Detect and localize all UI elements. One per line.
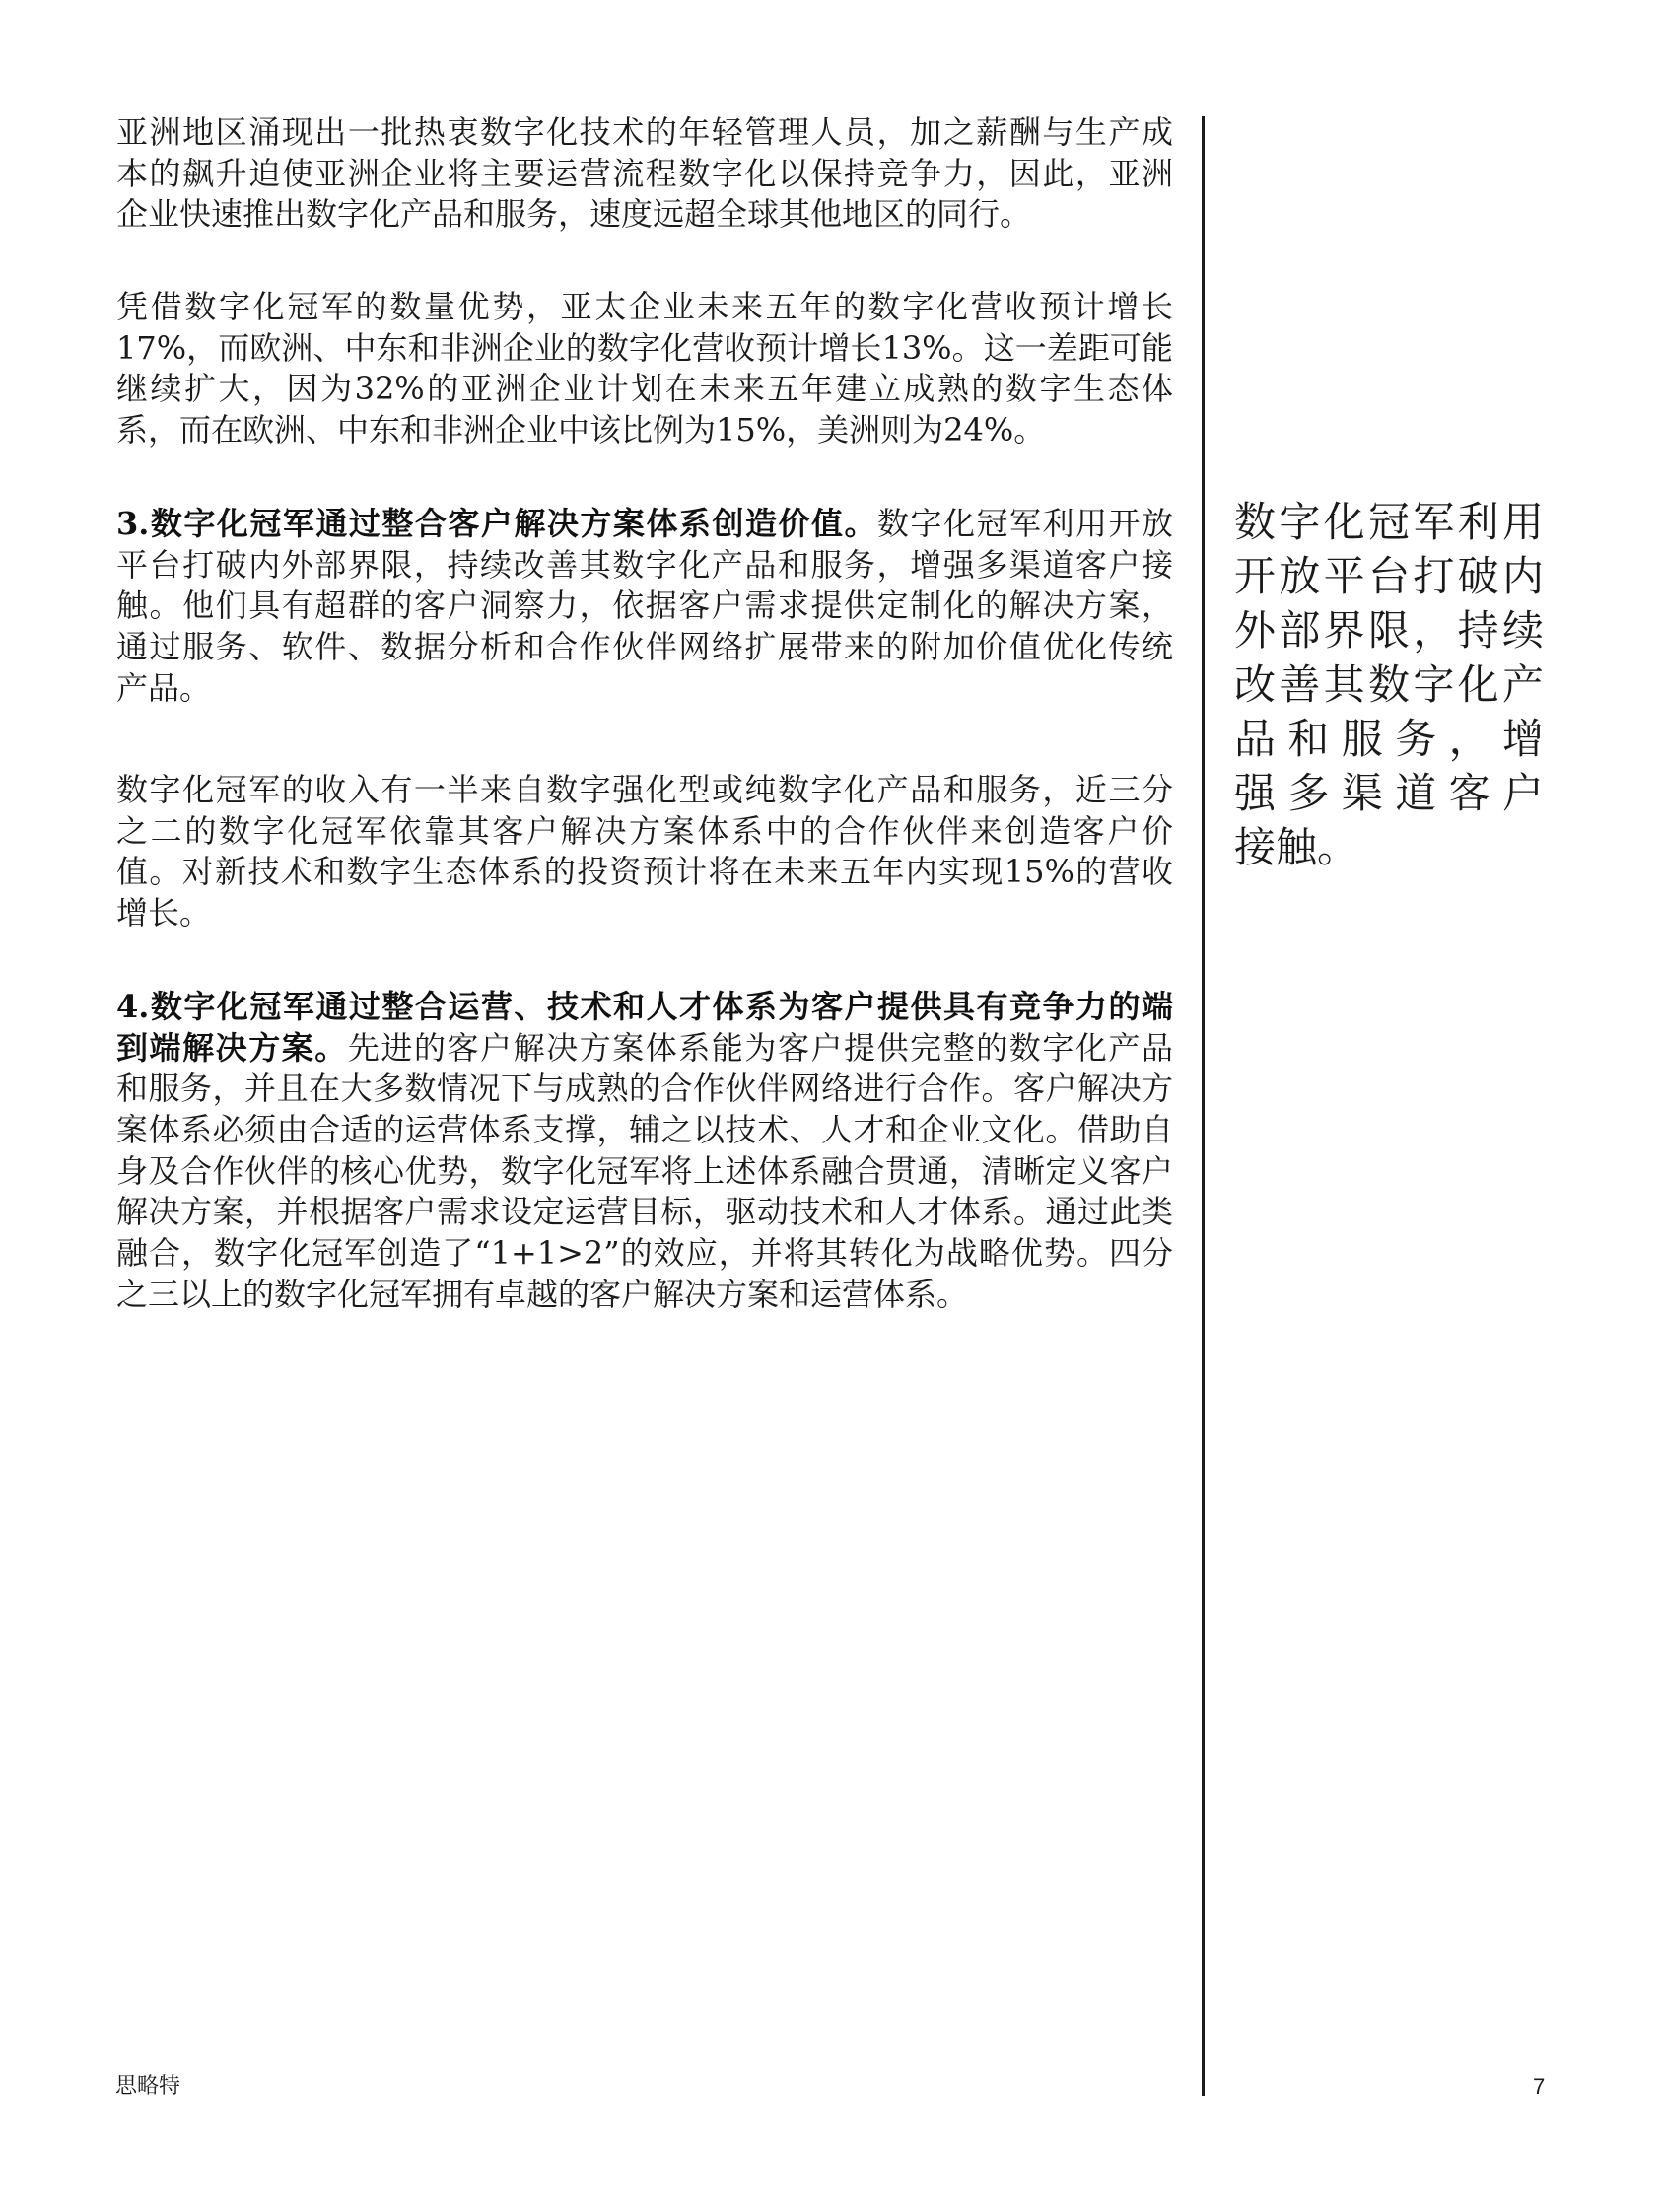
- pull-quote-line: 接触。: [1234, 823, 1359, 871]
- body-paragraph-asia-managers: [116, 112, 1173, 236]
- paragraph-line: 解决方案，并根据客户需求设定运营目标，驱动技术和人才体系。通过此类: [116, 1193, 1173, 1231]
- paragraph-line: [116, 504, 1173, 545]
- paragraph-line: 值。对新技术和数字生态体系的投资预计将在未来五年内实现15%的营收: [116, 853, 1173, 891]
- paragraph-line: 增长。: [116, 894, 212, 933]
- paragraph-line: [116, 1028, 1173, 1070]
- paragraph-line: 触。他们具有超群的客户洞察力，依据客户需求提供定制化的解决方案，: [116, 587, 1173, 625]
- pull-quote-line: 强多渠道客户: [1234, 769, 1544, 817]
- paragraph-line: 凭借数字化冠军的数量优势，亚太企业未来五年的数字化营收预计增长: [116, 288, 1173, 325]
- paragraph-line: 产品。: [116, 668, 212, 707]
- paragraph-line: 之三以上的数字化冠军拥有卓越的客户解决方案和运营体系。: [116, 1275, 969, 1313]
- paragraph-line: 继续扩大，因为32%的亚洲企业计划在未来五年建立成熟的数字生态体: [116, 370, 1173, 408]
- pull-quote-line: 开放平台打破内: [1234, 552, 1544, 600]
- paragraph-line: 之二的数字化冠军依靠其客户解决方案体系中的合作伙伴来创造客户价: [116, 811, 1173, 850]
- paragraph-line: 通过服务、软件、数据分析和合作伙伴网络扩展带来的附加价值优化传统: [116, 628, 1173, 666]
- section-4-paragraph: [116, 987, 1173, 1316]
- section-3-heading: 3.数字化冠军通过整合客户解决方案体系创造价值。: [116, 505, 877, 542]
- column-divider: [1202, 116, 1205, 2096]
- paragraph-line: 17%，而欧洲、中东和非洲企业的数字化营收预计增长13%。这一差距可能: [116, 328, 1173, 367]
- paragraph-line: 企业快速推出数字化产品和服务，速度远超全球其他地区的同行。: [116, 195, 1032, 234]
- paragraph-line: 案体系必须由合适的运营体系支撑，辅之以技术、人才和企业文化。借助自: [116, 1111, 1173, 1149]
- pull-quote-line: 外部界限，持续: [1234, 606, 1544, 655]
- paragraph-line-text: 数字化冠军利用开放: [876, 505, 1173, 542]
- paragraph-line: 融合，数字化冠军创造了“1+1>2”的效应，并将其转化为战略优势。四分: [116, 1234, 1173, 1273]
- body-paragraph-partner-value: [116, 770, 1173, 934]
- pull-quote-line: 改善其数字化产: [1234, 660, 1544, 709]
- paragraph-line: 身及合作伙伴的核心优势，数字化冠军将上述体系融合贯通，清晰定义客户: [116, 1151, 1173, 1190]
- footer-brand: 思略特: [115, 2074, 181, 2099]
- pull-quote: [1234, 495, 1544, 874]
- body-paragraph-revenue-growth: [116, 287, 1173, 451]
- paragraph-line: 本的飙升迫使亚洲企业将主要运营流程数字化以保持竞争力，因此，亚洲: [116, 154, 1173, 192]
- pull-quote-line: 数字化冠军利用: [1234, 498, 1544, 546]
- pull-quote-line: 品和服务，增: [1234, 715, 1544, 763]
- paragraph-line: 系，而在欧洲、中东和非洲企业中该比例为15%，美洲则为24%。: [116, 411, 1046, 449]
- page-number: 7: [1533, 2074, 1546, 2099]
- paragraph-line: 亚洲地区涌现出一批热衷数字化技术的年轻管理人员，加之薪酬与生产成: [116, 113, 1173, 151]
- section-3-paragraph: [116, 504, 1173, 709]
- paragraph-line-text: 先进的客户解决方案体系能为客户提供完整的数字化产品: [347, 1028, 1173, 1067]
- paragraph-line: 平台打破内外部界限，持续改善其数字化产品和服务，增强多渠道客户接: [116, 545, 1173, 584]
- section-4-heading: 4.数字化冠军通过整合运营、技术和人才体系为客户提供具有竞争力的端: [116, 988, 1173, 1025]
- paragraph-line: 和服务，并且在大多数情况下与成熟的合作伙伴网络进行合作。客户解决方: [116, 1070, 1173, 1108]
- paragraph-line: 数字化冠军的收入有一半来自数字强化型或纯数字化产品和服务，近三分: [116, 771, 1173, 808]
- section-4-heading-end: 到端解决方案。: [116, 1028, 348, 1067]
